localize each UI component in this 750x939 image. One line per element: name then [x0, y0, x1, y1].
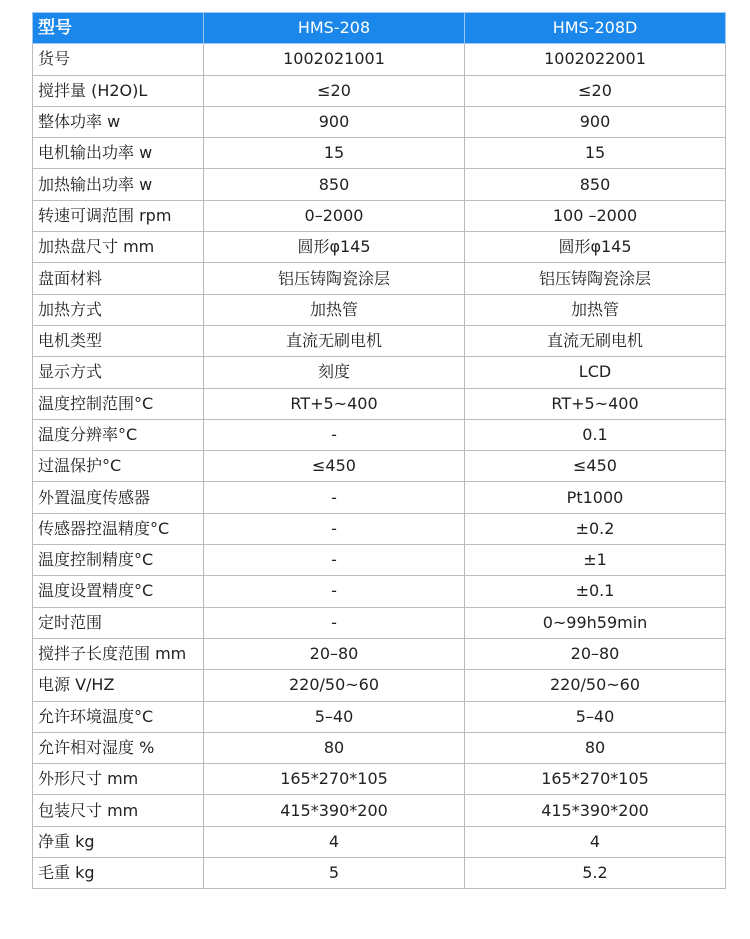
- row-model-a-cell: 圆形φ145: [204, 232, 465, 263]
- row-model-b-cell: 0~99h59min: [465, 607, 726, 638]
- row-model-b-cell: Pt1000: [465, 482, 726, 513]
- table-row: [33, 513, 726, 544]
- table-row: [33, 357, 726, 388]
- row-model-a-cell: 415*390*200: [204, 795, 465, 826]
- table-header: [33, 13, 726, 44]
- row-label-cell: 货号: [33, 44, 204, 75]
- row-model-b-cell: ≤450: [465, 451, 726, 482]
- row-model-a-cell: 15: [204, 138, 465, 169]
- row-model-a-cell: RT+5~400: [204, 388, 465, 419]
- row-label-cell: 电机类型: [33, 325, 204, 356]
- table-row: [33, 232, 726, 263]
- row-model-b-cell: 220/50~60: [465, 670, 726, 701]
- row-model-b-cell: 加热管: [465, 294, 726, 325]
- table-row: [33, 701, 726, 732]
- row-model-a-cell: 4: [204, 826, 465, 857]
- row-label-cell: 温度控制精度°C: [33, 545, 204, 576]
- row-label-cell: 盘面材料: [33, 263, 204, 294]
- row-model-a-cell: -: [204, 482, 465, 513]
- row-model-a-cell: 0–2000: [204, 200, 465, 231]
- table-row: [33, 764, 726, 795]
- row-label-cell: 外形尺寸 mm: [33, 764, 204, 795]
- table-row: [33, 138, 726, 169]
- table-row: [33, 106, 726, 137]
- table-row: [33, 263, 726, 294]
- row-model-a-cell: -: [204, 545, 465, 576]
- row-model-b-cell: 15: [465, 138, 726, 169]
- row-model-a-cell: -: [204, 513, 465, 544]
- table-row: [33, 75, 726, 106]
- row-model-a-cell: -: [204, 607, 465, 638]
- row-model-a-cell: -: [204, 419, 465, 450]
- row-model-b-cell: LCD: [465, 357, 726, 388]
- row-model-b-cell: 20–80: [465, 638, 726, 669]
- table-row: [33, 576, 726, 607]
- row-model-a-cell: 220/50~60: [204, 670, 465, 701]
- row-model-a-cell: 850: [204, 169, 465, 200]
- table-row: [33, 545, 726, 576]
- table-row: [33, 325, 726, 356]
- table-row: [33, 451, 726, 482]
- row-label-cell: 温度分辨率°C: [33, 419, 204, 450]
- header-model-b-cell: HMS-208D: [465, 13, 726, 44]
- row-model-a-cell: -: [204, 576, 465, 607]
- row-label-cell: 整体功率 w: [33, 106, 204, 137]
- row-label-cell: 温度设置精度°C: [33, 576, 204, 607]
- row-model-a-cell: 20–80: [204, 638, 465, 669]
- row-model-b-cell: ≤20: [465, 75, 726, 106]
- table-row: [33, 826, 726, 857]
- row-model-b-cell: ±1: [465, 545, 726, 576]
- row-model-b-cell: 直流无刷电机: [465, 325, 726, 356]
- row-model-b-cell: ±0.2: [465, 513, 726, 544]
- row-label-cell: 定时范围: [33, 607, 204, 638]
- row-label-cell: 加热方式: [33, 294, 204, 325]
- row-label-cell: 传感器控温精度°C: [33, 513, 204, 544]
- row-model-a-cell: 直流无刷电机: [204, 325, 465, 356]
- row-label-cell: 转速可调范围 rpm: [33, 200, 204, 231]
- row-model-a-cell: 加热管: [204, 294, 465, 325]
- row-model-b-cell: 900: [465, 106, 726, 137]
- row-model-a-cell: 铝压铸陶瓷涂层: [204, 263, 465, 294]
- row-model-b-cell: ±0.1: [465, 576, 726, 607]
- row-model-b-cell: 铝压铸陶瓷涂层: [465, 263, 726, 294]
- table-row: [33, 795, 726, 826]
- table-row: [33, 607, 726, 638]
- table-row: [33, 732, 726, 763]
- row-model-a-cell: 80: [204, 732, 465, 763]
- row-model-a-cell: 1002021001: [204, 44, 465, 75]
- row-model-a-cell: 5: [204, 858, 465, 889]
- row-model-b-cell: 165*270*105: [465, 764, 726, 795]
- table-row: [33, 482, 726, 513]
- table-row: [33, 858, 726, 889]
- row-label-cell: 电机输出功率 w: [33, 138, 204, 169]
- header-model-a-cell: HMS-208: [204, 13, 465, 44]
- row-model-a-cell: 5–40: [204, 701, 465, 732]
- row-model-a-cell: 刻度: [204, 357, 465, 388]
- row-label-cell: 包装尺寸 mm: [33, 795, 204, 826]
- row-model-b-cell: RT+5~400: [465, 388, 726, 419]
- row-model-a-cell: 165*270*105: [204, 764, 465, 795]
- row-model-b-cell: 1002022001: [465, 44, 726, 75]
- table-row: [33, 419, 726, 450]
- table-row: [33, 388, 726, 419]
- row-label-cell: 温度控制范围°C: [33, 388, 204, 419]
- table-row: [33, 200, 726, 231]
- table-row: [33, 44, 726, 75]
- row-model-b-cell: 5–40: [465, 701, 726, 732]
- table-body: [33, 44, 726, 889]
- row-model-b-cell: 圆形φ145: [465, 232, 726, 263]
- table-row: [33, 670, 726, 701]
- row-model-a-cell: ≤20: [204, 75, 465, 106]
- row-model-b-cell: 415*390*200: [465, 795, 726, 826]
- row-model-b-cell: 4: [465, 826, 726, 857]
- row-label-cell: 允许相对湿度 %: [33, 732, 204, 763]
- row-label-cell: 显示方式: [33, 357, 204, 388]
- row-label-cell: 净重 kg: [33, 826, 204, 857]
- row-model-a-cell: 900: [204, 106, 465, 137]
- row-label-cell: 搅拌量 (H2O)L: [33, 75, 204, 106]
- row-model-b-cell: 80: [465, 732, 726, 763]
- row-label-cell: 电源 V/HZ: [33, 670, 204, 701]
- spec-table: [32, 12, 726, 889]
- row-label-cell: 允许环境温度°C: [33, 701, 204, 732]
- row-label-cell: 搅拌子长度范围 mm: [33, 638, 204, 669]
- table-row: [33, 638, 726, 669]
- row-label-cell: 过温保护°C: [33, 451, 204, 482]
- table-row: [33, 294, 726, 325]
- row-label-cell: 加热盘尺寸 mm: [33, 232, 204, 263]
- row-model-b-cell: 850: [465, 169, 726, 200]
- header-row: [33, 13, 726, 44]
- row-label-cell: 加热输出功率 w: [33, 169, 204, 200]
- header-label-cell: 型号: [33, 13, 204, 44]
- row-label-cell: 毛重 kg: [33, 858, 204, 889]
- row-label-cell: 外置温度传感器: [33, 482, 204, 513]
- table-row: [33, 169, 726, 200]
- row-model-a-cell: ≤450: [204, 451, 465, 482]
- row-model-b-cell: 0.1: [465, 419, 726, 450]
- row-model-b-cell: 5.2: [465, 858, 726, 889]
- row-model-b-cell: 100 –2000: [465, 200, 726, 231]
